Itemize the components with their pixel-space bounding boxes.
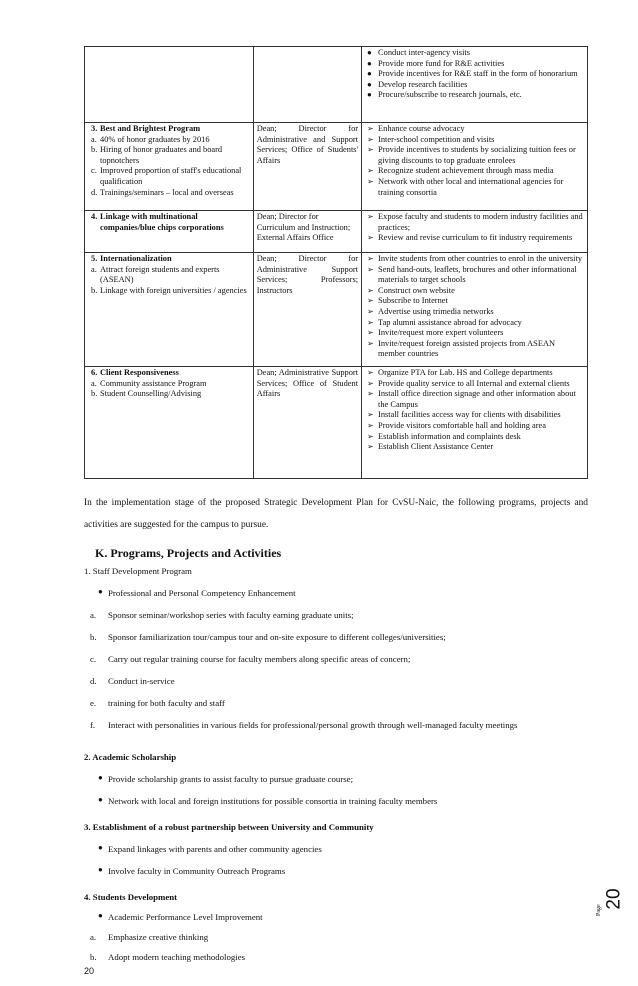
- arrow-bullet-icon: ➢: [367, 328, 374, 338]
- list-item: ➢ Provide visitors comfortable hall and holding area: [367, 420, 546, 430]
- responsible-office: Dean; Director for Administrative Support Services; Professors; Instructors: [253, 253, 361, 367]
- table-row: 6. Client Responsiveness a. Community assistance Program b. Student Counselling/Advising Dean; Administrative Support Services; Office of Student Affairs ➢ Organize PTA for Lab. HS and College departments ➢ Provide quality service to all Internal and external clients ➢ Install office direction signage and other information about the Campus ➢ Install facilities access way for clients with disabilities ➢ Provide visitors comfortable hall and holding area ➢ Establish information and complaints desk ➢ Establish Client Assistance Center: [85, 367, 588, 479]
- section-title: K. Programs, Projects and Activities: [95, 546, 282, 560]
- table-row: 3. Best and Brightest Program a. 40% of honor graduates by 2016 b. Hiring of honor graduates and board topnotchers c. Improved proportion of staff's educational qualification d. Trainings/seminars – local and overseas Dean; Director for Administrative and Support Services; Office of Students' Affairs ➢ Enhance course advocacy ➢ Inter-school competition and visits ➢ Provide incentives to students by socializing tuition fees or giving discounts to top graduate enrolees ➢ Recognize student achievement through mass media ➢ Network with other local and international agencies for training consortia: [85, 123, 588, 211]
- program-title: 4. Students Development: [84, 892, 178, 902]
- list-item: ➢ Expose faculty and students to modern industry facilities and practices;: [367, 212, 583, 232]
- list-item: ● Develop research facilities: [367, 79, 468, 89]
- activity-list: [365, 254, 584, 360]
- bullet-icon: ●: [98, 773, 103, 782]
- bullet-icon: ●: [367, 90, 372, 100]
- program-title: 1. Staff Development Program: [84, 566, 192, 576]
- activity-list: [365, 368, 584, 453]
- bullet-icon: ●: [98, 587, 103, 596]
- sub-item: c. Improved proportion of staff's educational qualification: [91, 166, 242, 186]
- responsible-office: Dean; Director for Curriculum and Instruction; External Affairs Office: [253, 211, 361, 253]
- list-item: ● Involve faculty in Community Outreach Programs: [98, 865, 286, 876]
- arrow-bullet-icon: ➢: [367, 306, 374, 316]
- sub-item: a. Community assistance Program: [91, 378, 207, 388]
- list-item: ➢ Invite/request more expert volunteers: [367, 328, 504, 338]
- arrow-bullet-icon: ➢: [367, 296, 374, 306]
- bullet-icon: ●: [367, 69, 372, 79]
- arrow-bullet-icon: ➢: [367, 233, 374, 243]
- list-item: ● Provide more fund for R&E activities: [367, 58, 505, 68]
- list-item: ● Network with local and foreign institutions for possible consortia in training faculty members: [98, 795, 438, 806]
- arrow-bullet-icon: ➢: [367, 254, 374, 263]
- list-item: ➢ Network with other local and international agencies for training consortia: [367, 176, 564, 197]
- sub-item: b. Linkage with foreign universities / agencies: [91, 285, 247, 295]
- bullet-icon: ●: [98, 795, 103, 804]
- bullet-icon: ●: [367, 79, 372, 89]
- arrow-bullet-icon: ➢: [367, 176, 374, 186]
- arrow-bullet-icon: ➢: [367, 264, 374, 274]
- list-item: ➢ Provide quality service to all Internal and external clients: [367, 378, 570, 388]
- arrow-bullet-icon: ➢: [367, 420, 374, 430]
- program-title: 3. Establishment of a robust partnership between University and Community: [84, 822, 374, 832]
- list-item: ➢ Recognize student achievement through mass media: [367, 166, 554, 176]
- sub-item: b. Hiring of honor graduates and board topnotchers: [91, 145, 223, 165]
- sub-item: d. Trainings/seminars – local and overseas: [91, 187, 234, 197]
- list-item: ➢ Construct own website: [367, 285, 455, 295]
- sub-item: b. Student Counselling/Advising: [91, 389, 202, 399]
- intro-paragraph: In the implementation stage of the proposed Strategic Development Plan for CvSU-Naic, the following programs, projects and activities are suggested for the campus to pursue.: [84, 498, 588, 530]
- program-heading: Internationalization: [100, 254, 172, 263]
- arrow-bullet-icon: ➢: [367, 410, 374, 420]
- arrow-bullet-icon: ➢: [367, 285, 374, 295]
- list-item: ● Provide incentives for R&E staff in the form of honorarium: [367, 69, 578, 79]
- sub-item: a. Attract foreign students and experts (ASEAN): [91, 264, 220, 285]
- activity-list: [365, 212, 584, 244]
- bullet-icon: ●: [98, 911, 103, 920]
- program-title: 2. Academic Scholarship: [84, 752, 177, 762]
- list-item: ➢ Invite students from other countries to enrol in the university: [367, 254, 583, 263]
- program-heading: Linkage with multinational companies/blue chips corporations: [100, 212, 224, 232]
- table-row: 5. Internationalization a. Attract foreign students and experts (ASEAN) b. Linkage with foreign universities / agencies Dean; Director for Administrative Support Services; Professors; Instructors ➢ Invite students from other countries to enrol in the university ➢ Send hand-outs, leaflets, brochures and other informational materials to target schools ➢ Construct own website ➢ Subscribe to Internet ➢ Advertise using trimedia networks ➢ Tap alumni assistance abroad for advocacy ➢ Invite/request more expert volunteers ➢ Invite/request foreign assisted projects from ASEAN member countries: [85, 253, 588, 367]
- list-item: ➢ Establish information and complaints desk: [367, 431, 521, 441]
- list-item: ➢ Review and revise curriculum to fit industry requirements: [367, 233, 573, 243]
- list-item: ➢ Enhance course advocacy: [367, 124, 465, 133]
- bullet-icon: ●: [367, 58, 372, 68]
- program-heading: Best and Brightest Program: [100, 124, 201, 133]
- list-item: ● Academic Performance Level Improvement: [98, 911, 263, 922]
- list-item: ➢ Send hand-outs, leaflets, brochures and other informational materials to target schools: [367, 264, 577, 285]
- arrow-bullet-icon: ➢: [367, 338, 374, 348]
- list-item: ➢ Subscribe to Internet: [367, 296, 448, 306]
- list-item: ➢ Install facilities access way for clients with disabilities: [367, 410, 561, 420]
- list-item: ● Procure/subscribe to research journals, etc.: [367, 90, 522, 100]
- activity-list: [365, 124, 584, 198]
- arrow-bullet-icon: ➢: [367, 378, 374, 388]
- sub-item: a. 40% of honor graduates by 2016: [91, 134, 210, 144]
- list-item: ➢ Establish Client Assistance Center: [367, 442, 494, 452]
- bullet-icon: ●: [98, 865, 103, 874]
- arrow-bullet-icon: ➢: [367, 368, 374, 377]
- list-item: ● Provide scholarship grants to assist faculty to pursue graduate course;: [98, 773, 354, 784]
- table-row: [85, 47, 588, 123]
- page-number-badge: Page 20: [596, 888, 625, 916]
- list-item: ➢ Advertise using trimedia networks: [367, 306, 494, 316]
- responsible-office: Dean; Director for Administrative and Support Services; Office of Students' Affairs: [253, 123, 361, 211]
- strategy-table: [84, 46, 588, 479]
- program-heading: Client Responsiveness: [100, 368, 179, 377]
- arrow-bullet-icon: ➢: [367, 212, 374, 221]
- arrow-bullet-icon: ➢: [367, 317, 374, 327]
- list-item: ➢ Invite/request foreign assisted projects from ASEAN member countries: [367, 338, 556, 359]
- arrow-bullet-icon: ➢: [367, 124, 374, 133]
- arrow-bullet-icon: ➢: [367, 431, 374, 441]
- arrow-bullet-icon: ➢: [367, 134, 374, 144]
- bullet-icon: ●: [367, 48, 372, 57]
- list-item: ● Professional and Personal Competency Enhancement: [98, 587, 296, 598]
- list-item: ➢ Install office direction signage and other information about the Campus: [367, 389, 576, 409]
- responsible-office: Dean; Administrative Support Services; Office of Student Affairs: [253, 367, 361, 479]
- page-number: 20: [603, 888, 625, 910]
- bullet-icon: ●: [98, 843, 103, 852]
- arrow-bullet-icon: ➢: [367, 442, 374, 452]
- arrow-bullet-icon: ➢: [367, 145, 374, 155]
- list-item: ➢ Inter-school competition and visits: [367, 134, 495, 144]
- activity-list: [365, 48, 584, 101]
- list-item: ➢ Tap alumni assistance abroad for advocacy: [367, 317, 522, 327]
- list-item: ● Conduct inter-agency visits: [367, 48, 470, 57]
- list-item: ➢ Organize PTA for Lab. HS and College departments: [367, 368, 553, 377]
- list-item: ➢ Provide incentives to students by socializing tuition fees or giving discounts to top graduate enrolees: [367, 145, 576, 165]
- list-item: ● Expand linkages with parents and other community agencies: [98, 843, 322, 854]
- arrow-bullet-icon: ➢: [367, 389, 374, 399]
- table-row: 4. Linkage with multinational companies/blue chips corporations Dean; Director for Curriculum and Instruction; External Affairs Office ➢ Expose faculty and students to modern industry facilities and practices; ➢ Review and revise curriculum to fit industry requirements: [85, 211, 588, 253]
- footer-page-number: 20: [84, 966, 95, 976]
- arrow-bullet-icon: ➢: [367, 166, 374, 176]
